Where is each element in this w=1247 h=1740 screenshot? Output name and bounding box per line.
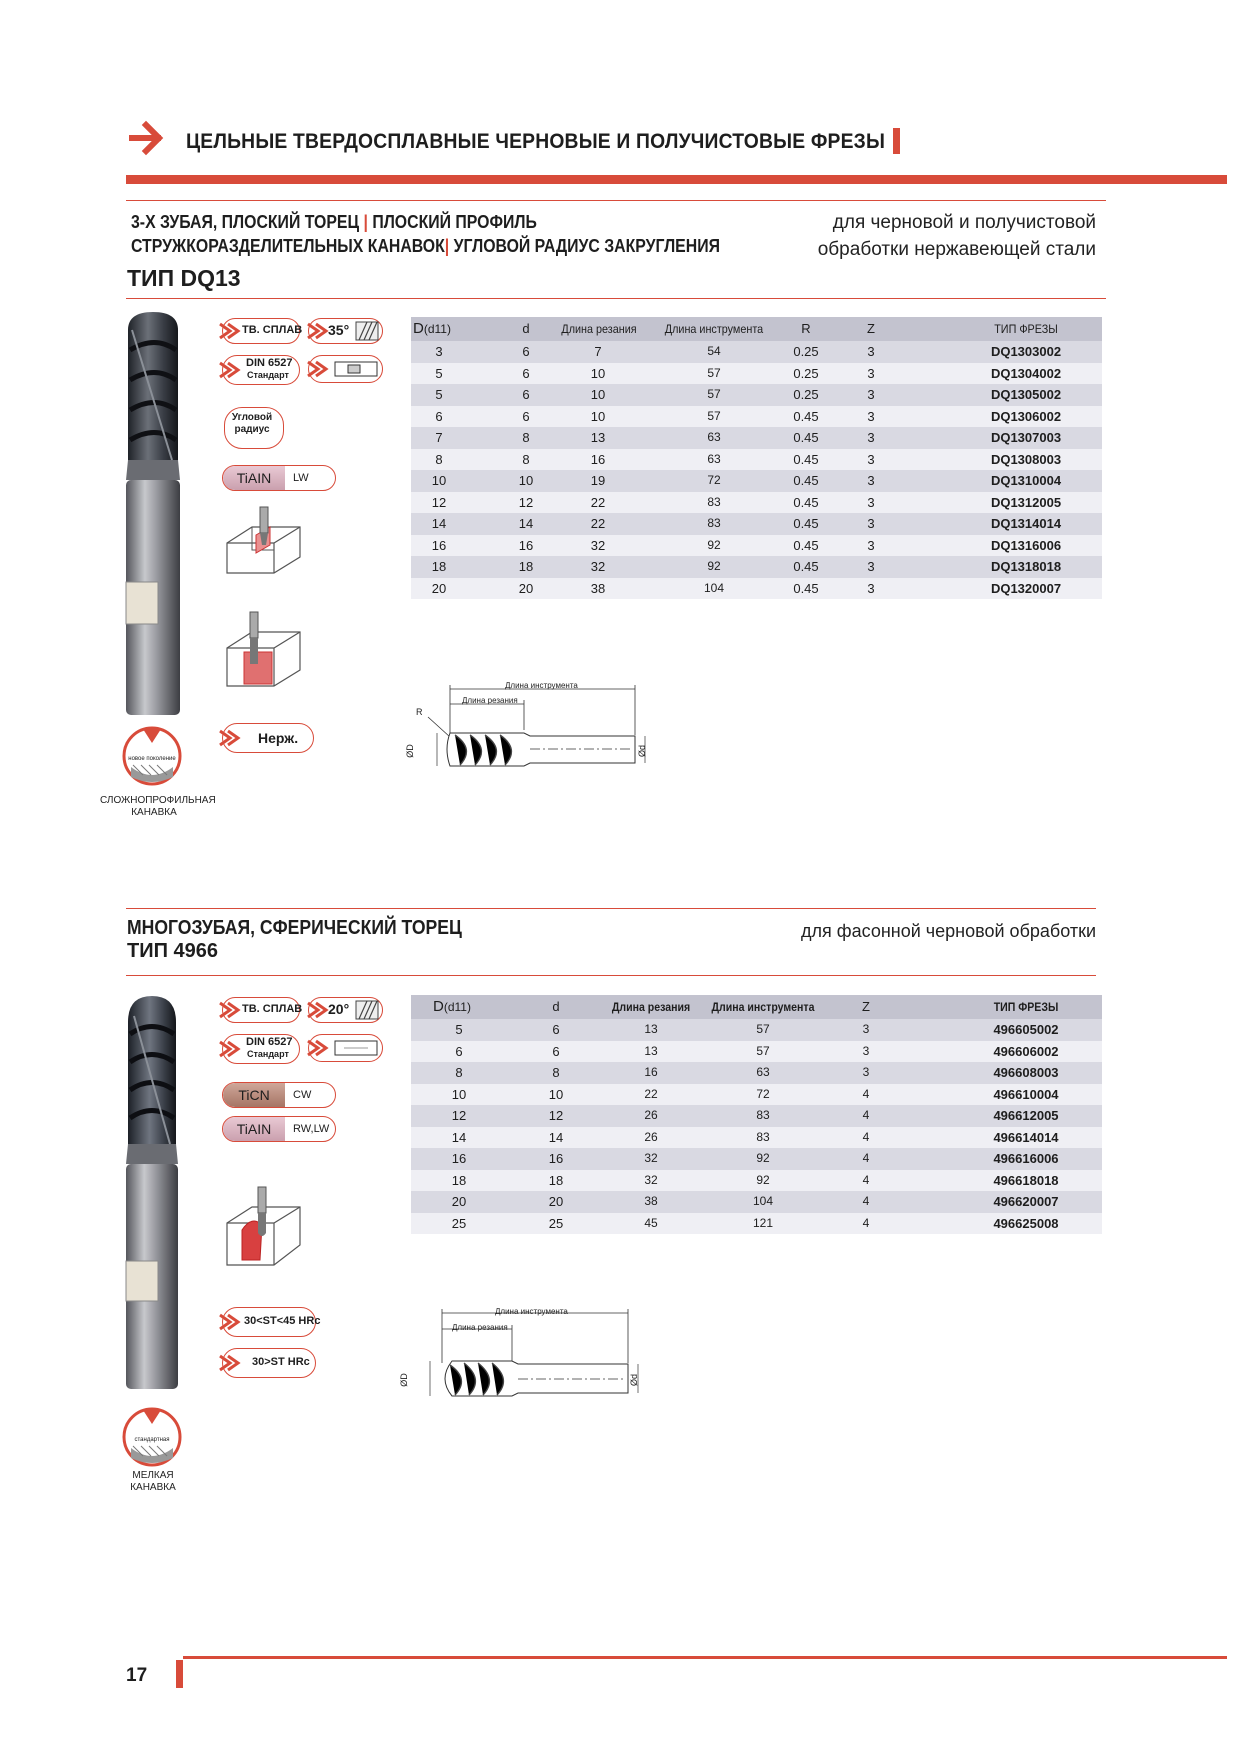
cell-D: 16 bbox=[431, 537, 447, 553]
table-row bbox=[411, 492, 1102, 514]
header-rule bbox=[126, 175, 1227, 184]
table-row bbox=[411, 1213, 1102, 1235]
cell-len: 72 bbox=[707, 473, 721, 487]
col-type: ТИП ФРЕЗЫ bbox=[993, 1000, 1059, 1014]
drawing1-dia-d-label: Ød bbox=[637, 744, 648, 758]
header-tick bbox=[893, 128, 900, 154]
col-D: D(d11) bbox=[433, 998, 471, 1015]
cell-Z: 3 bbox=[867, 344, 875, 359]
cell-D: 25 bbox=[451, 1215, 467, 1231]
din-label: DIN 6527 bbox=[246, 357, 293, 369]
section1-subtitle-line2: СТРУЖКОРАЗДЕЛИТЕЛЬНЫХ КАНАВОК| УГЛОВОЙ РАДИУС ЗАКРУГЛЕНИЯ bbox=[131, 236, 720, 256]
cell-D: 5 bbox=[435, 387, 443, 402]
helix-angle-label: 35° bbox=[328, 322, 350, 338]
cell-D: 6 bbox=[455, 1043, 463, 1059]
cell-D: 18 bbox=[451, 1172, 467, 1188]
cell-code: 496610004 bbox=[993, 1086, 1059, 1102]
cell-Z: 3 bbox=[862, 1022, 870, 1036]
cell-d: 8 bbox=[522, 430, 530, 445]
cell-code: 496608003 bbox=[993, 1065, 1059, 1080]
cell-cut: 10 bbox=[590, 365, 606, 381]
hardness-label-2: 30>ST HRc bbox=[252, 1356, 310, 1368]
cell-Z: 3 bbox=[867, 559, 875, 574]
cell-len: 83 bbox=[707, 516, 721, 530]
col-Z: Z bbox=[862, 999, 870, 1014]
cell-code: DQ1303002 bbox=[990, 344, 1062, 359]
cell-D: 14 bbox=[431, 516, 447, 531]
coating-name: TiAIN bbox=[223, 1117, 285, 1141]
cell-d: 8 bbox=[522, 451, 530, 467]
cell-cut: 7 bbox=[594, 344, 602, 359]
drawing1-cut-length-label: Длина резания bbox=[462, 696, 518, 705]
section1-top-rule bbox=[126, 200, 1106, 201]
cell-code: DQ1307003 bbox=[990, 430, 1062, 445]
col-R: R bbox=[801, 321, 811, 336]
table-row bbox=[411, 1191, 1102, 1213]
cell-cut: 26 bbox=[644, 1108, 658, 1122]
hardness-label-1: 30<ST<45 HRc bbox=[244, 1315, 321, 1327]
cell-cut: 32 bbox=[590, 537, 606, 553]
cell-len: 63 bbox=[756, 1065, 770, 1079]
cell-cut: 38 bbox=[590, 580, 606, 596]
cell-R: 0.45 bbox=[793, 580, 819, 596]
cell-cut: 13 bbox=[590, 430, 606, 445]
cell-Z: 4 bbox=[862, 1194, 870, 1208]
cell-R: 0.45 bbox=[793, 451, 819, 467]
cell-Z: 3 bbox=[862, 1043, 870, 1058]
cell-len: 83 bbox=[756, 1129, 770, 1144]
badge-chevron-icon bbox=[306, 320, 330, 342]
drawing2-dia-d-label: Ød bbox=[629, 1373, 640, 1387]
cell-cut: 32 bbox=[644, 1151, 658, 1165]
table-row bbox=[411, 1041, 1102, 1063]
cell-cut: 13 bbox=[644, 1043, 658, 1058]
cell-cut: 22 bbox=[590, 516, 606, 531]
cell-Z: 4 bbox=[862, 1151, 870, 1165]
section1-description: для черновой и получистовой обработки нержавеющей стали bbox=[817, 212, 1096, 260]
cell-Z: 4 bbox=[862, 1108, 870, 1122]
dq13-spec-table bbox=[411, 317, 1102, 599]
cell-D: 10 bbox=[451, 1086, 467, 1102]
drawing2-dia-D-label: ØD bbox=[398, 1373, 409, 1387]
table-row bbox=[411, 1019, 1102, 1041]
cell-cut: 16 bbox=[644, 1065, 658, 1079]
end-mill-dq13-image bbox=[120, 310, 186, 715]
cell-D: 10 bbox=[431, 473, 447, 488]
cell-R: 0.25 bbox=[793, 387, 819, 402]
cell-code: DQ1320007 bbox=[990, 580, 1062, 596]
table-row bbox=[411, 535, 1102, 557]
cell-len: 104 bbox=[703, 580, 725, 595]
table-row bbox=[411, 1148, 1102, 1170]
badge-chevron-icon bbox=[218, 320, 242, 342]
cell-len: 92 bbox=[707, 537, 721, 552]
cell-len: 83 bbox=[756, 1108, 770, 1122]
page-number: 17 bbox=[126, 1665, 148, 1686]
cell-len: 63 bbox=[707, 430, 721, 444]
cell-d: 6 bbox=[522, 387, 530, 402]
col-type: ТИП ФРЕЗЫ bbox=[994, 322, 1058, 336]
cell-d: 20 bbox=[548, 1194, 564, 1209]
cell-cut: 19 bbox=[590, 473, 606, 488]
cell-d: 6 bbox=[552, 1043, 560, 1059]
cell-R: 0.45 bbox=[793, 516, 819, 531]
stamp1-text: новое поколение bbox=[128, 756, 176, 762]
cell-len: 57 bbox=[756, 1022, 770, 1036]
cell-d: 6 bbox=[552, 1022, 560, 1037]
table-row bbox=[411, 384, 1102, 406]
cell-Z: 4 bbox=[862, 1172, 870, 1187]
cell-d: 6 bbox=[522, 365, 530, 381]
col-cut-length: Длина резания bbox=[561, 322, 637, 336]
groove2-type-label: МЕЛКАЯ КАНАВКА bbox=[130, 1470, 176, 1493]
cell-Z: 3 bbox=[867, 580, 875, 596]
cell-R: 0.45 bbox=[793, 408, 819, 424]
cell-Z: 3 bbox=[867, 408, 875, 424]
cell-len: 63 bbox=[707, 451, 721, 466]
coating-ticn-badge bbox=[222, 1082, 336, 1108]
table-row bbox=[411, 578, 1102, 600]
cell-cut: 22 bbox=[644, 1086, 658, 1101]
cell-code: 496625008 bbox=[993, 1215, 1059, 1231]
cell-len: 92 bbox=[756, 1172, 770, 1187]
col-d: d bbox=[552, 999, 560, 1014]
cell-R: 0.25 bbox=[793, 344, 819, 359]
coating-code: CW bbox=[293, 1089, 312, 1101]
cell-code: DQ1308003 bbox=[990, 451, 1062, 467]
table-row bbox=[411, 449, 1102, 471]
shank-flat-icon bbox=[334, 361, 378, 377]
badge-chevron-icon bbox=[218, 1311, 242, 1333]
cell-d: 18 bbox=[518, 559, 534, 574]
slotting-operation-icon bbox=[222, 505, 304, 587]
cell-cut: 45 bbox=[644, 1215, 658, 1230]
cell-len: 57 bbox=[707, 387, 721, 401]
cell-len: 121 bbox=[752, 1215, 774, 1230]
cell-cut: 32 bbox=[644, 1172, 658, 1187]
cell-code: 496606002 bbox=[993, 1043, 1059, 1059]
section2-bottom-rule bbox=[126, 975, 1096, 976]
col-D: D(d11) bbox=[413, 320, 451, 337]
cell-cut: 38 bbox=[644, 1194, 658, 1208]
cell-code: 496612005 bbox=[993, 1108, 1059, 1123]
cell-cut: 13 bbox=[644, 1022, 658, 1036]
cell-code: DQ1306002 bbox=[990, 408, 1062, 424]
cell-R: 0.45 bbox=[793, 537, 819, 553]
cell-R: 0.25 bbox=[793, 365, 819, 381]
cell-D: 8 bbox=[455, 1065, 463, 1080]
cell-Z: 3 bbox=[867, 537, 875, 553]
table-row bbox=[411, 1170, 1102, 1192]
cell-len: 57 bbox=[707, 408, 721, 423]
cell-code: DQ1312005 bbox=[990, 494, 1062, 510]
cell-len: 72 bbox=[756, 1086, 770, 1101]
carbide-label-2: ТВ. СПЛАВ bbox=[242, 1003, 303, 1015]
cell-d: 16 bbox=[518, 537, 534, 553]
cell-Z: 4 bbox=[862, 1129, 870, 1144]
drawing1-radius-label: R bbox=[416, 707, 423, 717]
coating-code: RW,LW bbox=[293, 1123, 330, 1135]
cell-D: 20 bbox=[451, 1194, 467, 1209]
badge-chevron-icon bbox=[306, 1037, 330, 1059]
badge-chevron-icon bbox=[218, 1038, 242, 1060]
cell-d: 10 bbox=[518, 473, 534, 488]
section2-top-rule bbox=[126, 908, 1096, 909]
dq13-dimension-drawing bbox=[400, 675, 660, 775]
table-header bbox=[411, 317, 1102, 341]
badge-chevron-icon bbox=[218, 999, 242, 1021]
drawing2-total-length-label: Длина инструмента bbox=[495, 1307, 568, 1316]
table-body bbox=[411, 1019, 1102, 1234]
cell-Z: 3 bbox=[867, 451, 875, 467]
badge-chevron-icon bbox=[306, 358, 330, 380]
cell-code: DQ1310004 bbox=[990, 473, 1062, 488]
contour-milling-operation-icon bbox=[222, 1185, 306, 1275]
cell-D: 14 bbox=[451, 1129, 467, 1145]
cell-D: 12 bbox=[451, 1108, 467, 1123]
cell-Z: 4 bbox=[862, 1086, 870, 1101]
cell-code: DQ1314014 bbox=[990, 516, 1062, 531]
cell-code: 496614014 bbox=[993, 1129, 1059, 1145]
table-row bbox=[411, 406, 1102, 428]
shank-plain-icon bbox=[334, 1040, 378, 1056]
table-row bbox=[411, 513, 1102, 535]
cell-Z: 3 bbox=[867, 430, 875, 445]
cell-d: 12 bbox=[548, 1108, 564, 1123]
table-body bbox=[411, 341, 1102, 599]
drawing1-total-length-label: Длина инструмента bbox=[505, 681, 578, 690]
cell-R: 0.45 bbox=[793, 494, 819, 510]
cell-d: 6 bbox=[522, 408, 530, 424]
cell-code: DQ1318018 bbox=[990, 559, 1062, 574]
cell-len: 57 bbox=[707, 365, 721, 380]
cell-code: DQ1316006 bbox=[990, 537, 1062, 553]
type-4966-dimension-drawing bbox=[400, 1305, 660, 1405]
table-row bbox=[411, 363, 1102, 385]
cell-code: 496618018 bbox=[993, 1172, 1059, 1188]
side-milling-operation-icon bbox=[222, 610, 304, 696]
cell-d: 10 bbox=[548, 1086, 564, 1102]
cell-d: 14 bbox=[518, 516, 534, 531]
cell-D: 8 bbox=[435, 451, 443, 467]
cell-code: DQ1304002 bbox=[990, 365, 1062, 381]
table-row bbox=[411, 556, 1102, 578]
cell-R: 0.45 bbox=[793, 559, 819, 574]
section2-description: для фасонной черновой обработки bbox=[801, 921, 1096, 941]
table-row bbox=[411, 1084, 1102, 1106]
helix-flute-icon bbox=[355, 1000, 379, 1020]
cell-d: 16 bbox=[548, 1151, 564, 1166]
cell-Z: 3 bbox=[867, 387, 875, 402]
cell-D: 5 bbox=[455, 1022, 463, 1037]
table-header bbox=[411, 995, 1102, 1019]
material-label: Нерж. bbox=[258, 730, 299, 746]
page-title: ЦЕЛЬНЫЕ ТВЕРДОСПЛАВНЫЕ ЧЕРНОВЫЕ И ПОЛУЧИСТОВЫЕ ФРЕЗЫ bbox=[186, 130, 886, 153]
cell-Z: 3 bbox=[867, 365, 875, 381]
cell-len: 54 bbox=[707, 344, 721, 358]
col-d: d bbox=[522, 321, 530, 336]
coating-code: LW bbox=[293, 472, 309, 484]
cell-d: 12 bbox=[518, 494, 534, 510]
col-cut-length: Длина резания bbox=[611, 1000, 691, 1014]
groove-type-label: СЛОЖНОПРОФИЛЬНАЯ КАНАВКА bbox=[100, 795, 216, 818]
coating-name: TiAIN bbox=[223, 466, 285, 490]
col-tool-length: Длина инструмента bbox=[711, 1000, 815, 1014]
carbide-label: ТВ. СПЛАВ bbox=[242, 324, 303, 336]
col-Z: Z bbox=[867, 321, 875, 336]
cell-cut: 32 bbox=[590, 559, 606, 574]
cell-d: 6 bbox=[522, 344, 530, 359]
cell-len: 83 bbox=[707, 494, 721, 509]
cell-len: 92 bbox=[707, 559, 721, 573]
coating-tialn-badge bbox=[222, 465, 336, 491]
cell-cut: 26 bbox=[644, 1129, 658, 1144]
cell-D: 5 bbox=[435, 365, 443, 381]
section2-subtitle: МНОГОЗУБАЯ, СФЕРИЧЕСКИЙ ТОРЕЦ bbox=[127, 917, 462, 939]
cell-len: 92 bbox=[756, 1151, 770, 1165]
footer-rule bbox=[183, 1656, 1227, 1659]
din-sub-label-2: Стандарт bbox=[247, 1049, 289, 1059]
cell-D: 3 bbox=[435, 344, 443, 359]
cell-D: 18 bbox=[431, 559, 447, 574]
header-arrow-icon bbox=[126, 118, 166, 158]
table-row bbox=[411, 1105, 1102, 1127]
cell-cut: 22 bbox=[590, 494, 606, 510]
cell-len: 57 bbox=[756, 1043, 770, 1058]
end-mill-4966-image bbox=[120, 994, 182, 1389]
din-label-2: DIN 6527 bbox=[246, 1036, 293, 1048]
cell-Z: 3 bbox=[862, 1065, 870, 1079]
cell-len: 104 bbox=[752, 1194, 774, 1208]
corner-radius-label: Угловой радиус bbox=[231, 412, 273, 435]
drawing2-cut-length-label: Длина резания bbox=[452, 1323, 508, 1332]
cell-code: 496605002 bbox=[993, 1022, 1059, 1037]
section1-subtitle-line1: 3-Х ЗУБАЯ, ПЛОСКИЙ ТОРЕЦ | ПЛОСКИЙ ПРОФИЛЬ bbox=[131, 212, 537, 232]
badge-chevron-icon bbox=[218, 1352, 242, 1374]
cell-D: 6 bbox=[435, 408, 443, 424]
cell-D: 20 bbox=[431, 580, 447, 596]
table-row bbox=[411, 427, 1102, 449]
table-row bbox=[411, 1062, 1102, 1084]
table-row bbox=[411, 470, 1102, 492]
cell-D: 12 bbox=[431, 494, 447, 510]
badge-chevron-icon bbox=[218, 727, 242, 749]
cell-code: 496620007 bbox=[993, 1194, 1059, 1209]
stamp2-text: стандартная bbox=[134, 1437, 170, 1443]
section1-type-title: ТИП DQ13 bbox=[127, 265, 241, 291]
din-sub-label: Стандарт bbox=[247, 370, 289, 380]
section1-bottom-rule bbox=[126, 298, 1106, 299]
cell-D: 16 bbox=[451, 1151, 467, 1166]
helix-flute-icon bbox=[355, 321, 379, 341]
cell-d: 18 bbox=[548, 1172, 564, 1188]
cell-cut: 10 bbox=[590, 408, 606, 424]
cell-d: 25 bbox=[548, 1215, 564, 1231]
badge-chevron-icon bbox=[306, 999, 330, 1021]
coating-name: TiCN bbox=[223, 1083, 285, 1107]
coating-tialn-badge-2 bbox=[222, 1116, 336, 1142]
cell-R: 0.45 bbox=[793, 430, 819, 445]
cell-cut: 10 bbox=[590, 387, 606, 402]
cell-Z: 3 bbox=[867, 473, 875, 488]
cell-Z: 3 bbox=[867, 494, 875, 510]
drawing1-dia-D-label: ØD bbox=[404, 744, 415, 758]
col-tool-length: Длина инструмента bbox=[664, 322, 764, 336]
cell-d: 14 bbox=[548, 1129, 564, 1145]
table-row bbox=[411, 1127, 1102, 1149]
cell-cut: 16 bbox=[590, 451, 606, 467]
cell-code: 496616006 bbox=[993, 1151, 1059, 1166]
cell-Z: 3 bbox=[867, 516, 875, 531]
cell-D: 7 bbox=[435, 430, 443, 445]
cell-R: 0.45 bbox=[793, 473, 819, 488]
helix-angle-label-2: 20° bbox=[328, 1001, 350, 1017]
footer-tick bbox=[176, 1660, 183, 1688]
cell-Z: 4 bbox=[862, 1215, 870, 1230]
section2-type-title: ТИП 4966 bbox=[127, 940, 219, 962]
badge-chevron-icon bbox=[218, 359, 242, 381]
cell-code: DQ1305002 bbox=[990, 387, 1062, 402]
cell-d: 8 bbox=[552, 1065, 560, 1080]
cell-d: 20 bbox=[518, 580, 534, 596]
table-row bbox=[411, 341, 1102, 363]
type-4966-spec-table bbox=[411, 995, 1102, 1234]
